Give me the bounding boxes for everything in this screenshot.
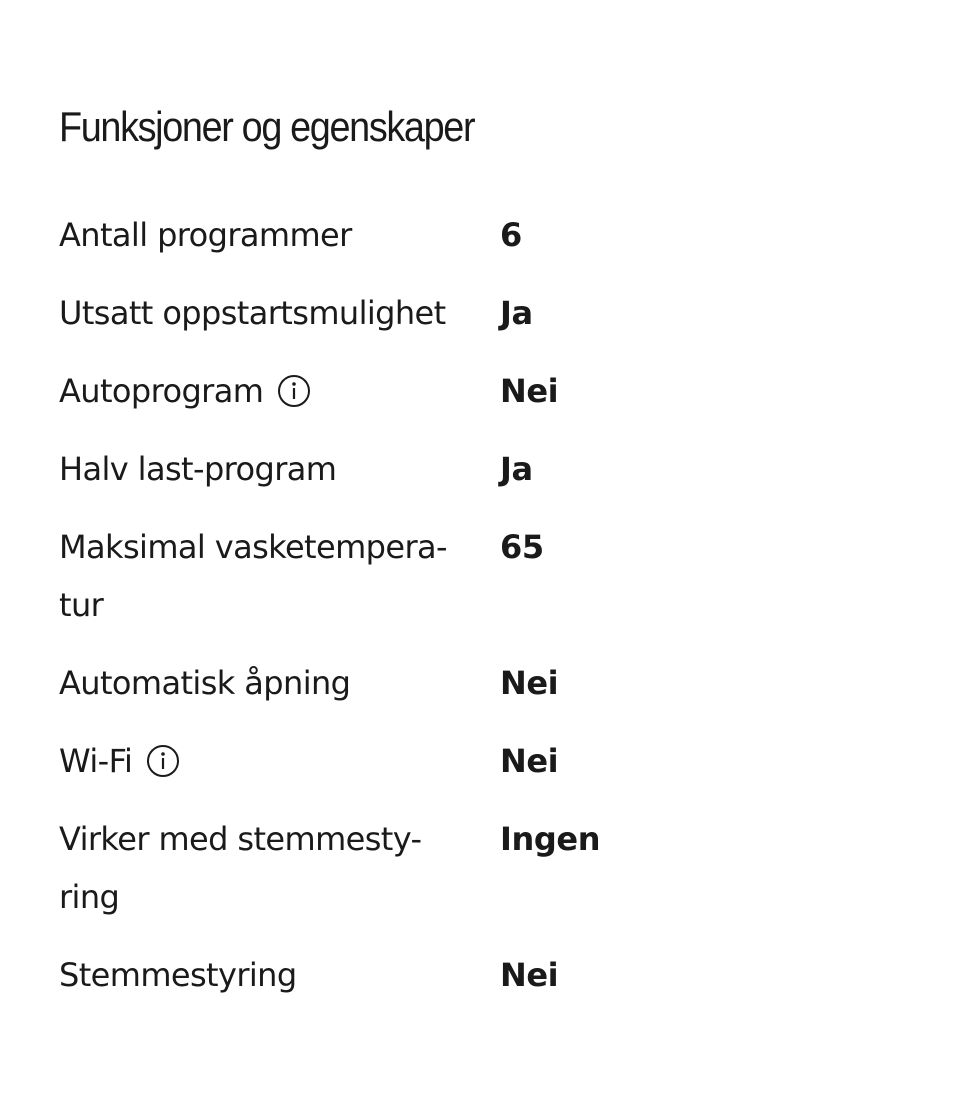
section-title: Funksjoner og egenskaper xyxy=(59,103,475,150)
spec-label xyxy=(59,732,500,790)
spec-label-line1: Maksimal vasketempera- xyxy=(59,528,447,566)
spec-value: Nei xyxy=(500,664,559,702)
spec-label-text: Utsatt oppstartsmulighet xyxy=(59,294,446,332)
spec-label-text: Wi-Fi xyxy=(59,742,133,780)
spec-value: Nei xyxy=(500,742,559,780)
spec-label-text: Stemmestyring xyxy=(59,956,297,994)
spec-label xyxy=(59,284,500,342)
spec-label-text: Halv last-program xyxy=(59,450,337,488)
spec-row-stemmestyring xyxy=(59,946,759,1004)
spec-value: Nei xyxy=(500,372,559,410)
spec-value: Nei xyxy=(500,956,559,994)
spec-label-text: Autoprogram xyxy=(59,372,264,410)
spec-label-text: Antall programmer xyxy=(59,216,352,254)
spec-row-wifi xyxy=(59,732,759,790)
spec-value: Ja xyxy=(500,450,533,488)
spec-label xyxy=(59,206,500,264)
spec-label-line2: tur xyxy=(59,586,104,624)
spec-label-line1: Virker med stemmesty- xyxy=(59,820,422,858)
spec-row-halv-last xyxy=(59,440,759,498)
info-icon[interactable] xyxy=(277,374,311,408)
spec-label-line2: ring xyxy=(59,878,120,916)
spec-row-antall-programmer xyxy=(59,206,759,264)
spec-row-autoprogram xyxy=(59,362,759,420)
spec-value: Ja xyxy=(500,294,533,332)
spec-row-automatisk-apning xyxy=(59,654,759,712)
spec-row-stemmestyring-kompatibel xyxy=(59,810,759,926)
spec-value: 6 xyxy=(500,216,522,254)
spec-row-maks-temperatur xyxy=(59,518,759,634)
spec-value: Ingen xyxy=(500,820,601,858)
spec-label xyxy=(59,362,500,420)
spec-label xyxy=(59,518,500,634)
spec-label-text: Automatisk åpning xyxy=(59,664,351,702)
spec-value: 65 xyxy=(500,528,544,566)
spec-label xyxy=(59,654,500,712)
spec-row-utsatt-oppstart xyxy=(59,284,759,342)
spec-label xyxy=(59,946,500,1004)
spec-label xyxy=(59,810,500,926)
features-section xyxy=(59,100,759,1024)
spec-label xyxy=(59,440,500,498)
spec-list xyxy=(59,206,759,1004)
info-icon[interactable] xyxy=(146,744,180,778)
